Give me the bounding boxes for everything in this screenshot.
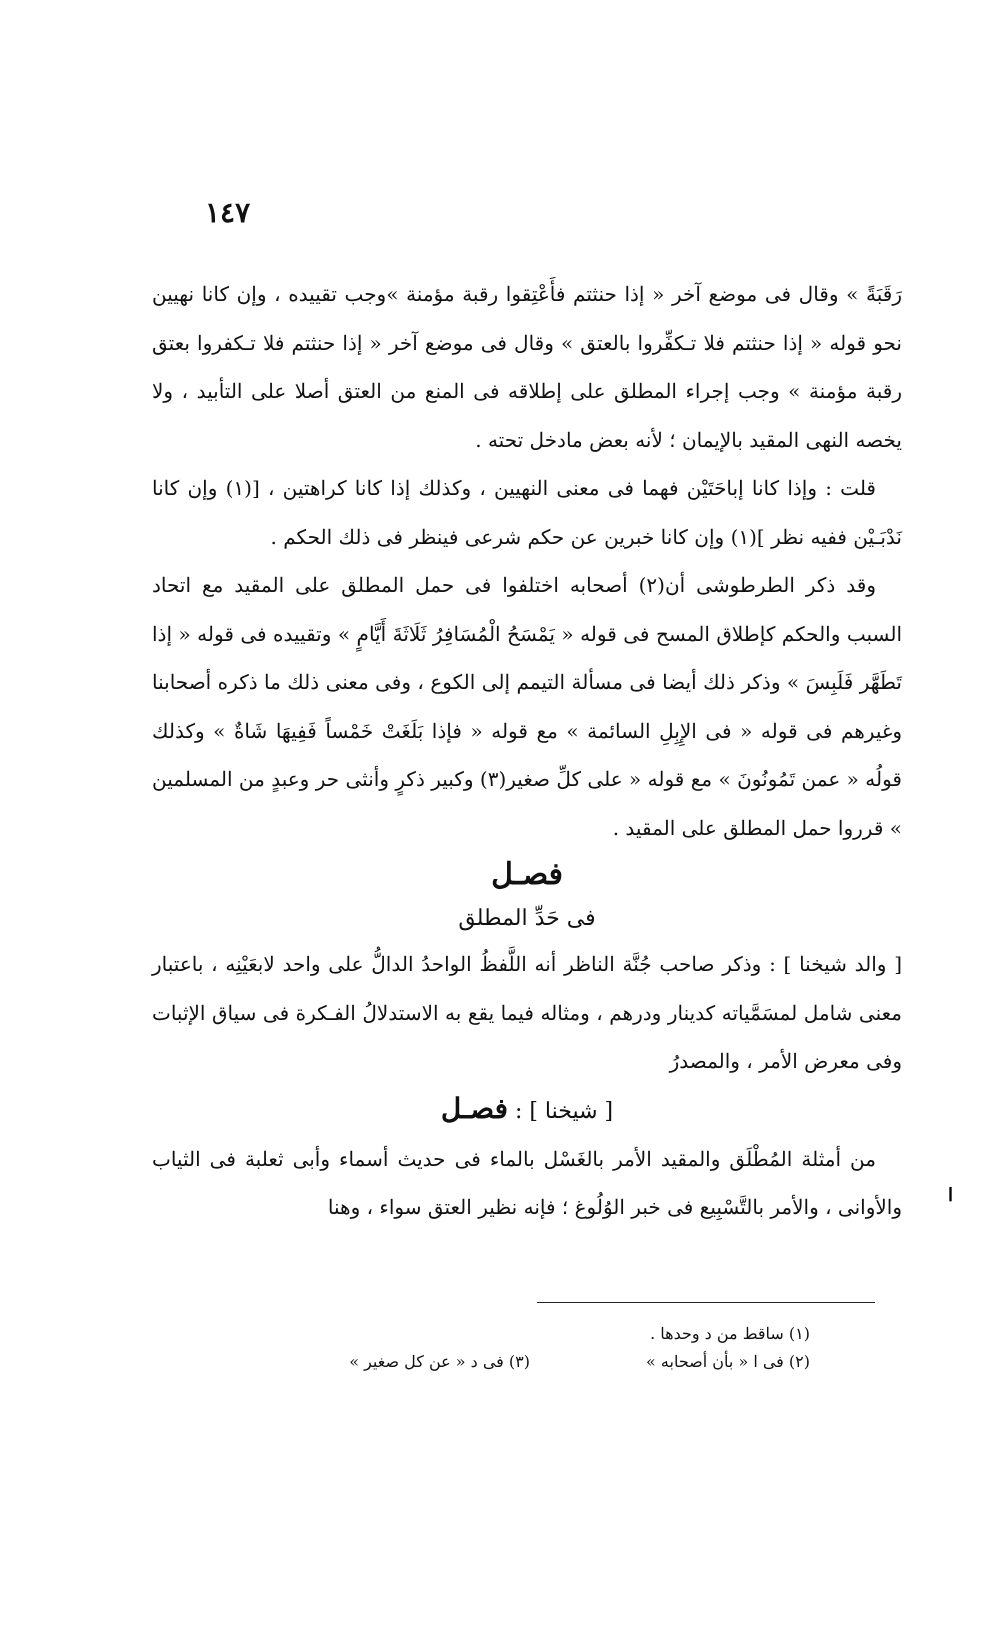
section-2-prefix: [ شيخنا ] : — [507, 1098, 614, 1124]
paragraph-2: قلت : وإذا كانا إباحَتَيْن فهما فى معنى النهيين ، وكذلك إذا كانا كراهتين ، [(١) وإن كانا نَدْبَـيْن ففيه نظر ](١) وإن كانا خبرين عن حكم شرعى فينظر فى ذلك الحكم . — [152, 476, 902, 549]
page-number: ١٤٧ — [205, 196, 251, 229]
footnotes — [250, 1320, 810, 1376]
footnote-row-1 — [250, 1320, 810, 1348]
footnote-1: (١) ساقط من د وحدها . — [650, 1324, 810, 1343]
footnote-2: (٢) فى ا « بأن أصحابه » — [646, 1352, 810, 1371]
paragraph-1: رَقَبَةً » وقال فى موضع آخر « إذا حنثتم فأَعْتِقوا رقبة مؤمنة »وجب تقييده ، وإن كانا نهيين نحو قوله « إذا حنثتم فلا تـكفِّروا بالعتق » وقال فى موضع آخر « إذا حنثتم فلا تـكفروا بعتق رقبة مؤمنة » وجب إجراء المطلق على إطلاقه فى المنع من العتق أصلا على التأبيد ، ولا يخصه النهى المقيد بالإيمان ؛ لأنه بعض مادخل تحته . — [152, 282, 902, 452]
section-2-text: من أمثلة المُطْلَق والمقيد الأمر بالغَسْل بالماء فى حديث أسماء وأبى ثعلبة فى الثياب والأوانى ، والأمر بالتَّسْبِيع فى خبر الوُلُوغ ؛ فإنه نظير العتق سواء ، وهنا — [152, 1146, 902, 1219]
main-text — [152, 270, 902, 1232]
footnote-row-2 — [250, 1348, 810, 1376]
margin-mark: ا — [948, 1185, 954, 1206]
paragraph-3: وقد ذكر الطرطوشى أن(٢) أصحابه اختلفوا فى حمل المطلق على المقيد مع اتحاد السبب والحكم كإطلاق المسح فى قوله « يَمْسَحُ الْمُسَافِرُ ثَلَاثَةَ أَيَّامٍ » وتقييده فى قوله « إذا تَطَهَّر فَلَبِسَ » وذكر ذلك أيضا فى مسألة التيمم إلى الكوع ، وفى معنى ذلك ما ذكره أصحابنا وغيرهم فى قوله « فى الإِبِلِ السائمة » مع قوله « فإذا بَلَغَتْ خَمْساً فَفِيهَا شَاةٌ » وكذلك قولُه « عمن تَمُونُونَ » مع قوله « على كلِّ صغير(٣) وكبير ذكرٍ وأنثى حر وعبدٍ من المسلمين » قرروا حمل المطلق على المقيد . — [152, 573, 902, 840]
footnote-divider — [537, 1302, 875, 1303]
section-1-text: [ والد شيخنا ] : وذكر صاحب جُنَّة الناظر أنه اللَّفظُ الواحدُ الدالُّ على واحد لابعَيْنِه ، باعتبار معنى شامل لمسَمَّياته كدينار ودرهم ، ومثاله فيما يقع به الاستدلالُ الفـكرة فى سياق الإثبات وفى معرض الأمر ، والمصدرُ — [152, 952, 902, 1073]
footnote-3: (٣) فى د « عن كل صغير » — [349, 1352, 530, 1371]
section-subtitle: فى حَدِّ المطلق — [458, 906, 596, 931]
section-2-title: فصـل — [440, 1091, 508, 1125]
section-heading-fasl: فصـل — [491, 857, 563, 892]
section-heading-shaykhuna — [152, 1086, 902, 1135]
